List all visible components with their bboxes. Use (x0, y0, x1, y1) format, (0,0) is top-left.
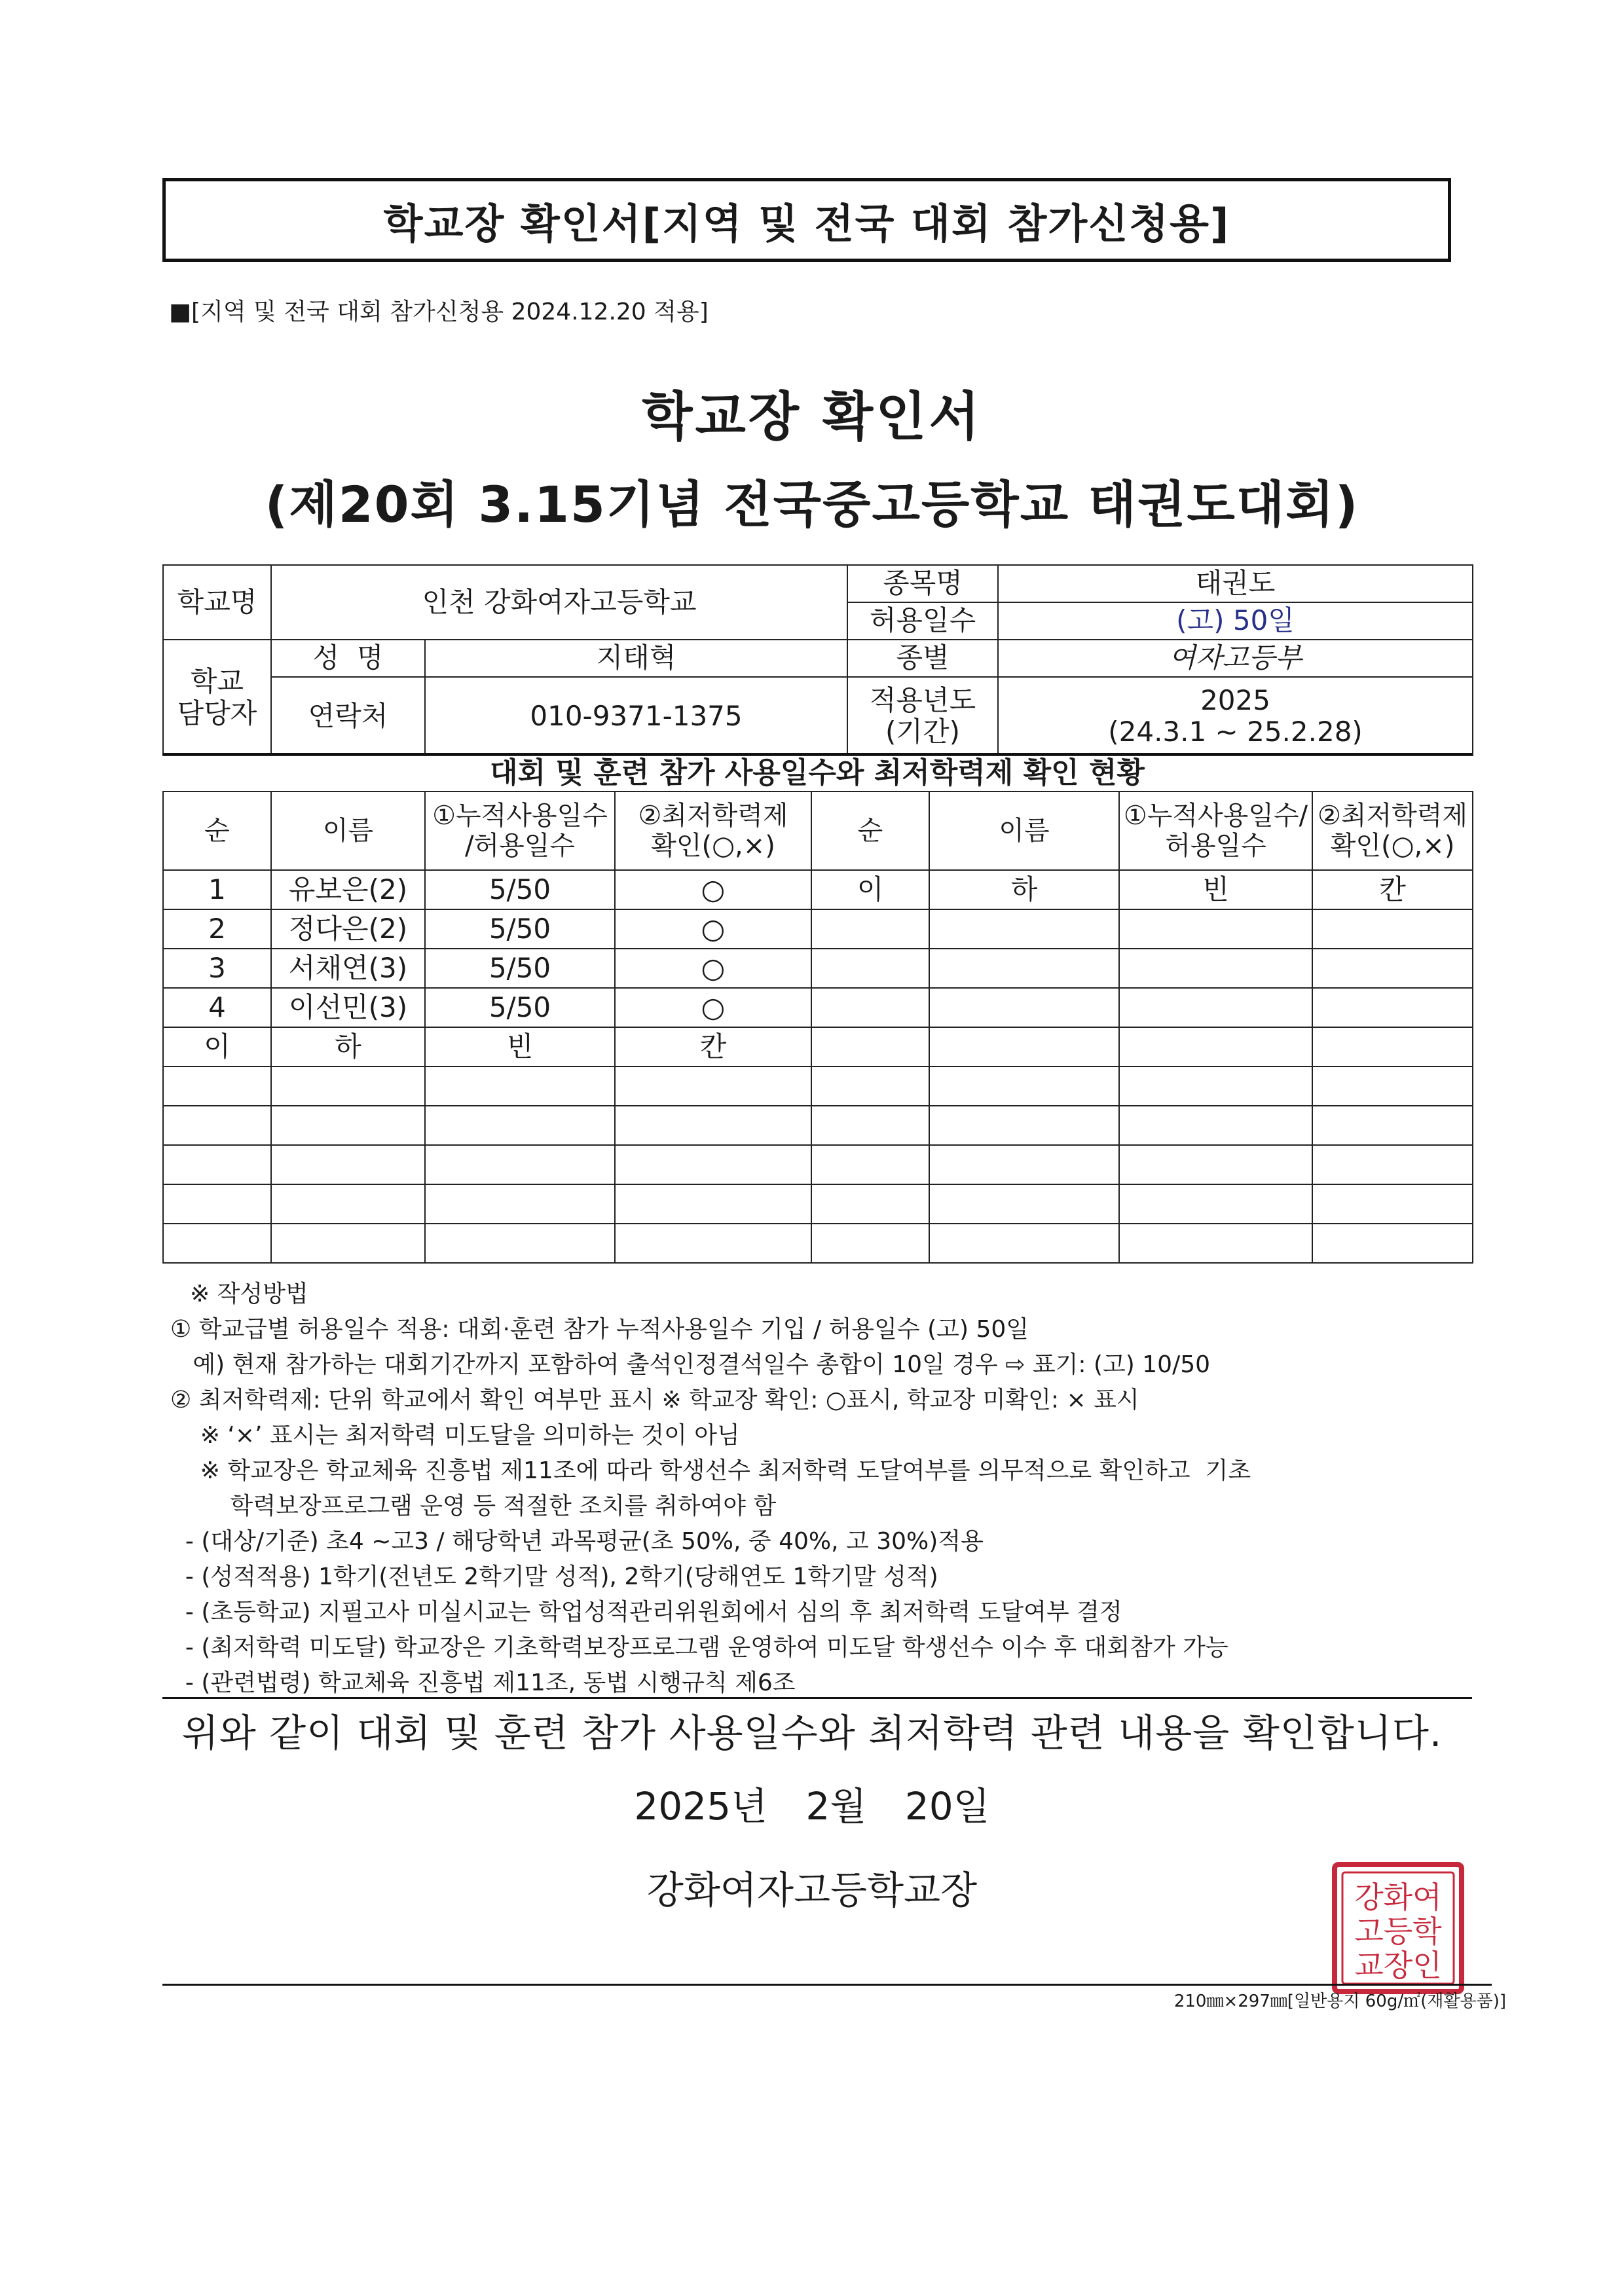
table-row (163, 1027, 1473, 1066)
empty-cell (929, 949, 1119, 988)
empty-cell (929, 988, 1119, 1027)
header-min-right-line2: 확인(○,×) (1330, 831, 1455, 861)
method-line: ② 최저학력제: 단위 학교에서 확인 여부만 표시 ※ 학교장 확인: ○표시, 학교장 미확인: × 표시 (170, 1387, 1139, 1413)
person-label (163, 640, 271, 756)
row-name: 유보은(2) (271, 870, 425, 909)
empty-cell (811, 988, 929, 1027)
period-value-line: (24.3.1 ~ 25.2.28) (1108, 716, 1363, 748)
table-row (163, 1145, 1473, 1184)
header-min-right (1312, 792, 1473, 870)
usage-heading: 대회 및 훈련 참가 사용일수와 최저학력제 확인 현황 (162, 753, 1472, 792)
confirmation-statement: 위와 같이 대회 및 훈련 참가 사용일수와 최저학력 관련 내용을 확인합니다. (181, 1711, 1443, 1755)
empty-cell (1312, 949, 1473, 988)
row-used: 5/50 (425, 988, 615, 1027)
empty-cell (1312, 988, 1473, 1027)
main-title: 학교장 확인서 (642, 386, 982, 447)
method-line: - (성적적용) 1학기(전년도 2학기말 성적), 2학기(당해연도 1학기말 성적) (170, 1563, 938, 1590)
event-label: 종목명 (847, 565, 998, 602)
sub-title: (제20회 3.15기념 전국중고등학교 태권도대회) (265, 475, 1359, 534)
header-name-right: 이름 (929, 792, 1119, 870)
header-min-left (615, 792, 811, 870)
blank-marker-4: 칸 (615, 1027, 811, 1066)
blank-marker-4: 칸 (1312, 870, 1473, 909)
table-row (163, 1106, 1473, 1145)
person-label-line2: 담당자 (177, 697, 257, 729)
year-label-line1: 적용년도 (869, 683, 976, 716)
row-min: ○ (615, 949, 811, 988)
blank-marker-1: 이 (811, 870, 929, 909)
contact-label: 연락처 (271, 677, 425, 756)
blank-marker-1: 이 (163, 1027, 271, 1066)
header-name-left: 이름 (271, 792, 425, 870)
empty-cell (1119, 1027, 1312, 1066)
header-used-left (425, 792, 615, 870)
allowed-days-label: 허용일수 (847, 602, 998, 640)
empty-cell (811, 1027, 929, 1066)
empty-cell (1119, 949, 1312, 988)
name-label: 성 명 (271, 640, 425, 677)
form-tag-line: ■[지역 및 전국 대회 참가신청용 2024.12.20 적용] (169, 299, 709, 325)
table-row (163, 949, 1473, 988)
method-line: - (초등학교) 지필고사 미실시교는 학업성적관리위원회에서 심의 후 최저학력 도달여부 결정 (170, 1599, 1122, 1626)
header-no-left: 순 (163, 792, 271, 870)
row-used: 5/50 (425, 909, 615, 949)
method-line: ※ ‘×’ 표시는 최저학력 미도달을 의미하는 것이 아님 (170, 1422, 740, 1449)
row-name: 이선민(3) (271, 988, 425, 1027)
name-value: 지태혁 (425, 640, 847, 677)
header-min-left-line2: 확인(○,×) (651, 831, 775, 861)
header-used-left-line2: /허용일수 (464, 831, 576, 861)
contact-value: 010-9371-1375 (425, 677, 847, 756)
school-seal-icon (1329, 1859, 1467, 1997)
row-no: 4 (163, 988, 271, 1027)
header-used-right-line1: ①누적사용일수/ (1123, 801, 1308, 831)
header-used-right-line2: 허용일수 (1165, 831, 1266, 861)
seal-line-2: 고등학 (1354, 1914, 1442, 1949)
table-row (163, 1224, 1473, 1263)
header-min-left-line1: ②최저학력제 (638, 801, 788, 831)
method-line: 학력보장프로그램 운영 등 적절한 조치를 취하여야 함 (170, 1493, 777, 1520)
empty-cell (929, 909, 1119, 949)
school-value: 인천 강화여자고등학교 (271, 565, 847, 640)
row-used: 5/50 (425, 949, 615, 988)
empty-cell (1119, 909, 1312, 949)
method-line: - (최저학력 미도달) 학교장은 기초학력보장프로그램 운영하여 미도달 학생선수 이수 후 대회참가 가능 (170, 1634, 1228, 1661)
method-line: - (대상/기준) 초4 ~고3 / 해당학년 과목평균(초 50%, 중 40%, 고 30%)적용 (170, 1528, 984, 1555)
division-label: 종별 (847, 640, 998, 677)
school-info-table (162, 564, 1473, 756)
paper-spec: 210㎜×297㎜[일반용지 60g/㎡(재활용품)] (1173, 1992, 1506, 2011)
records-table (162, 791, 1473, 1264)
person-label-line1: 학교 (190, 665, 244, 698)
method-line: 예) 현재 참가하는 대회기간까지 포함하여 출석인정결석일수 총합이 10일 경우 ⇨ 표기: (고) 10/50 (170, 1351, 1211, 1378)
row-min: ○ (615, 870, 811, 909)
empty-cell (1312, 909, 1473, 949)
row-no: 2 (163, 909, 271, 949)
method-title: ※ 작성방법 (190, 1281, 308, 1307)
header-used-left-line1: ①누적사용일수 (432, 801, 608, 831)
principal-name: 강화여자고등학교장 (646, 1868, 978, 1912)
row-no: 3 (163, 949, 271, 988)
blank-marker-3: 빈 (1119, 870, 1312, 909)
year-value-line: 2025 (1200, 683, 1270, 716)
table-row (163, 909, 1473, 949)
row-min: ○ (615, 909, 811, 949)
seal-line-3: 교장인 (1354, 1948, 1442, 1983)
method-line: ① 학교급별 허용일수 적용: 대회·훈련 참가 누적사용일수 기입 / 허용일수 (고) 50일 (170, 1316, 1029, 1343)
allowed-days-value: (고) 50일 (998, 602, 1473, 640)
blank-marker-2: 하 (929, 870, 1119, 909)
method-line: - (관련법령) 학교체육 진흥법 제11조, 동법 시행규칙 제6조 (170, 1669, 796, 1696)
table-row (163, 870, 1473, 909)
row-min: ○ (615, 988, 811, 1027)
empty-cell (811, 949, 929, 988)
school-label: 학교명 (163, 565, 271, 640)
writing-method (170, 1277, 1480, 1701)
table-row (163, 1184, 1473, 1224)
row-used: 5/50 (425, 870, 615, 909)
seal-line-1: 강화여 (1354, 1880, 1442, 1915)
empty-cell (1312, 1027, 1473, 1066)
issue-date: 2025년 2월 20일 (634, 1784, 990, 1829)
header-min-right-line1: ②최저학력제 (1317, 801, 1468, 831)
table-row (163, 1066, 1473, 1106)
year-label-line2: (기간) (885, 716, 960, 748)
header-used-right (1119, 792, 1312, 870)
empty-cell (811, 909, 929, 949)
blank-marker-2: 하 (271, 1027, 425, 1066)
year-value (998, 677, 1473, 756)
blank-marker-3: 빈 (425, 1027, 615, 1066)
row-no: 1 (163, 870, 271, 909)
row-name: 정다은(2) (271, 909, 425, 949)
method-line: ※ 학교장은 학교체육 진흥법 제11조에 따라 학생선수 최저학력 도달여부를 의무적으로 확인하고 기초 (170, 1457, 1251, 1484)
divider (162, 1984, 1492, 1986)
division-value: 여자고등부 (998, 640, 1473, 677)
empty-cell (929, 1027, 1119, 1066)
header-box-title: 학교장 확인서[지역 및 전국 대회 참가신청용] (162, 178, 1451, 262)
empty-cell (1119, 988, 1312, 1027)
table-row (163, 988, 1473, 1027)
header-no-right: 순 (811, 792, 929, 870)
event-value: 태권도 (998, 565, 1473, 602)
divider (162, 1697, 1472, 1699)
year-label (847, 677, 998, 756)
row-name: 서채연(3) (271, 949, 425, 988)
